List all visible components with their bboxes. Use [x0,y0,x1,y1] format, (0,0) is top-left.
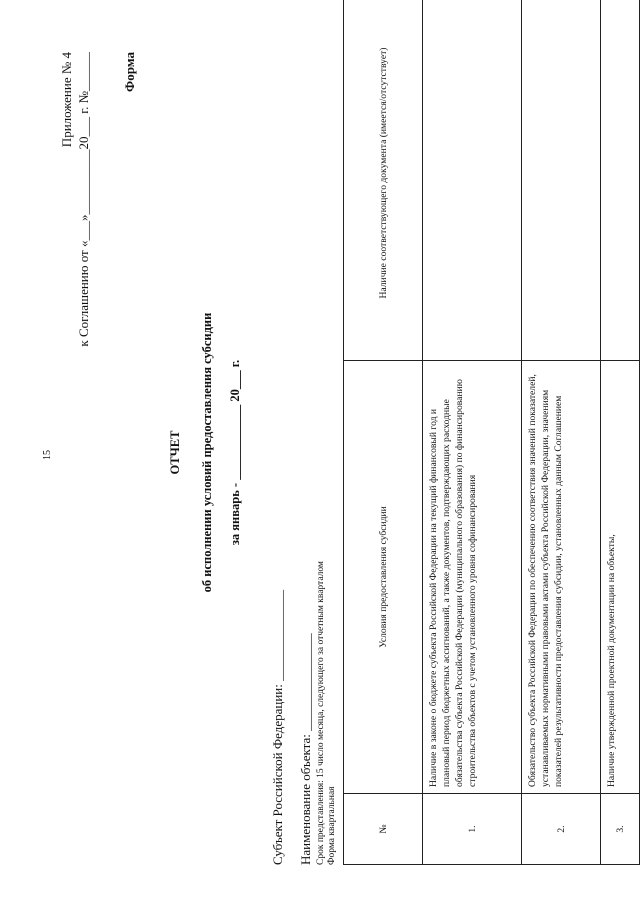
form-type-text: Форма квартальная [327,786,337,865]
object-name-field: Наименование объекта: _______________ [298,633,313,865]
form-label: Форма [122,52,137,92]
table-row [522,0,601,865]
row-condition: Наличие утвержденной проектной документации на объекты, [601,361,640,794]
table-row [601,0,640,865]
row-document [423,0,522,361]
header-condition: Условия предоставления субсидии [344,361,423,794]
report-title: ОТЧЕТ [168,430,182,475]
page-number: 15 [42,450,53,460]
table-row [423,0,522,865]
appendix-title: Приложение № 4 [59,52,74,148]
row-document [601,0,640,361]
appendix-block [58,52,92,347]
deadline-block [316,405,338,865]
report-period: за январь - ____________ 20___ г. [228,359,242,546]
row-number: 1. [423,794,522,865]
row-condition: Наличие в законе о бюджете субъекта Российской Федерации на текущий финансовый год и плановый период бюджетных ассигнований, а также документов, подтверждающих расходные обязательства субъекта Российской Федерации (муниципального образования) по финансированию строительства объектов с учетом установленного уровня софинансирования [423,361,522,794]
conditions-table [343,0,640,865]
subject-field: Субъект Российской Федерации: ______________ [270,589,285,865]
row-number: 2. [522,794,601,865]
appendix-agreement-line: к Соглашению от «___»__________20___ г. №______ [76,52,91,347]
row-number: 3. [601,794,640,865]
table-header-row [344,0,423,865]
row-document [522,0,601,361]
header-number: № [344,794,423,865]
report-subtitle: об исполнении условий предоставления субсидии [200,312,214,593]
header-document: Наличие соответствующего документа (имеется/отсутствует) [344,0,423,361]
row-condition: Обязательство субъекта Российской Федерации по обеспечению соответствия значений показателей, устанавливаемых нормативными правовыми актами субъекта Российской Федерации, значениям показателей результативности предоставления субсидии, установленных данным Соглашением [522,361,601,794]
deadline-text: Срок представления: 15 число месяца, следующего за отчетным кварталом [316,561,326,865]
